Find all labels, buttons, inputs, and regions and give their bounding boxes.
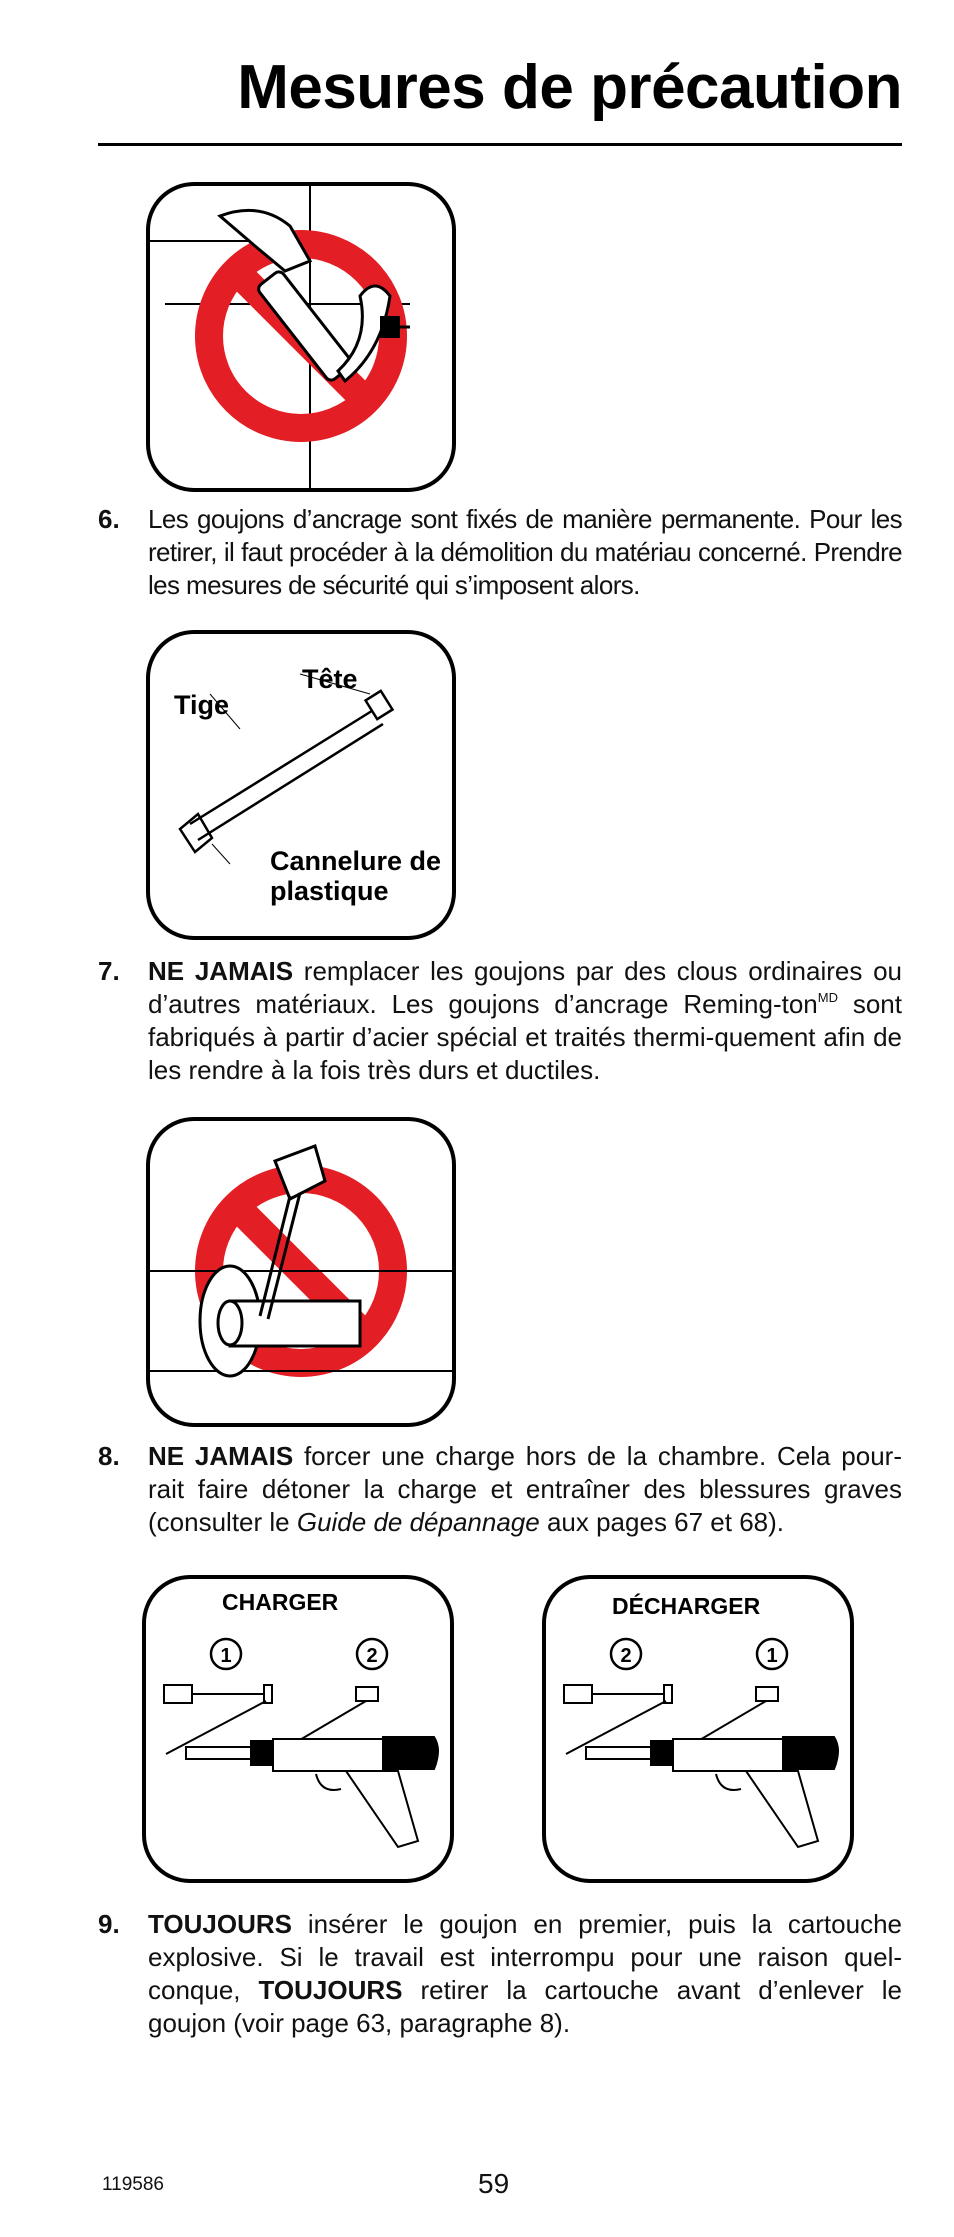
load-panel (142, 1575, 454, 1883)
load-panel-title: CHARGER (222, 1589, 339, 1615)
unload-panel (542, 1575, 854, 1883)
item-number: 7. (98, 956, 120, 986)
item-8 (98, 1440, 902, 1539)
item-text: NE JAMAIS forcer une charge hors de la chambre. Cela pour-rait faire détoner la charge et entraîner des blessures graves (consulter le Guide de dépannage aux pages 67 et 68). (148, 1441, 902, 1537)
load-step-right: 2 (366, 1645, 378, 1667)
label-head: Tête (302, 664, 358, 694)
item-number: 6. (98, 504, 120, 534)
item-emphasis-2: TOUJOURS (258, 1975, 403, 2005)
item-emphasis: NE JAMAIS (148, 1441, 294, 1471)
no-nail-illustration (146, 1117, 456, 1427)
item-number: 9. (98, 1909, 120, 1939)
no-hammer-illustration (146, 182, 456, 492)
guide-reference: Guide de dépannage (296, 1507, 540, 1537)
title-rule (98, 143, 902, 146)
item-7 (98, 955, 902, 1087)
label-fluting: Cannelure de plastique (270, 846, 442, 906)
page-title: Mesures de précaution (237, 53, 902, 122)
label-shank: Tige (174, 690, 230, 720)
fastener-diagram (146, 630, 456, 940)
item-9 (98, 1908, 902, 2040)
registered-mark: MD (817, 990, 838, 1005)
item-emphasis: TOUJOURS (148, 1909, 292, 1939)
item-6 (98, 503, 902, 602)
item-number: 8. (98, 1441, 120, 1471)
unload-panel-title: DÉCHARGER (612, 1593, 761, 1619)
load-step-left: 1 (220, 1645, 232, 1667)
page-number: 59 (478, 2168, 510, 2199)
item-text: Les goujons d’ancrage sont fixés de manière permanente. Pour les retirer, il faut procéder à la démolition du matériau concerné. Prendre les mesures de sécurité qui s’imposent alors. (148, 504, 902, 600)
unload-step-right: 1 (766, 1645, 778, 1667)
item-text: TOUJOURS insérer le goujon en premier, puis la cartouche explosive. Si le travail est interrompu pour une raison quel-conque, TOUJOURS retirer la cartouche avant d’enlever le goujon (voir page 63, paragraphe 8). (148, 1909, 902, 2038)
item-text: NE JAMAIS remplacer les goujons par des clous ordinaires ou d’autres matériaux. Les goujons d’ancrage Reming-ton$^{MD}$ sont fabriqués à partir d’acier spécial et traités thermi-quement afin de les rendre à la fois très durs et ductiles. (148, 956, 902, 1085)
unload-step-left: 2 (620, 1645, 632, 1667)
document-id: 119586 (102, 2174, 164, 2195)
item-emphasis: NE JAMAIS (148, 956, 294, 986)
